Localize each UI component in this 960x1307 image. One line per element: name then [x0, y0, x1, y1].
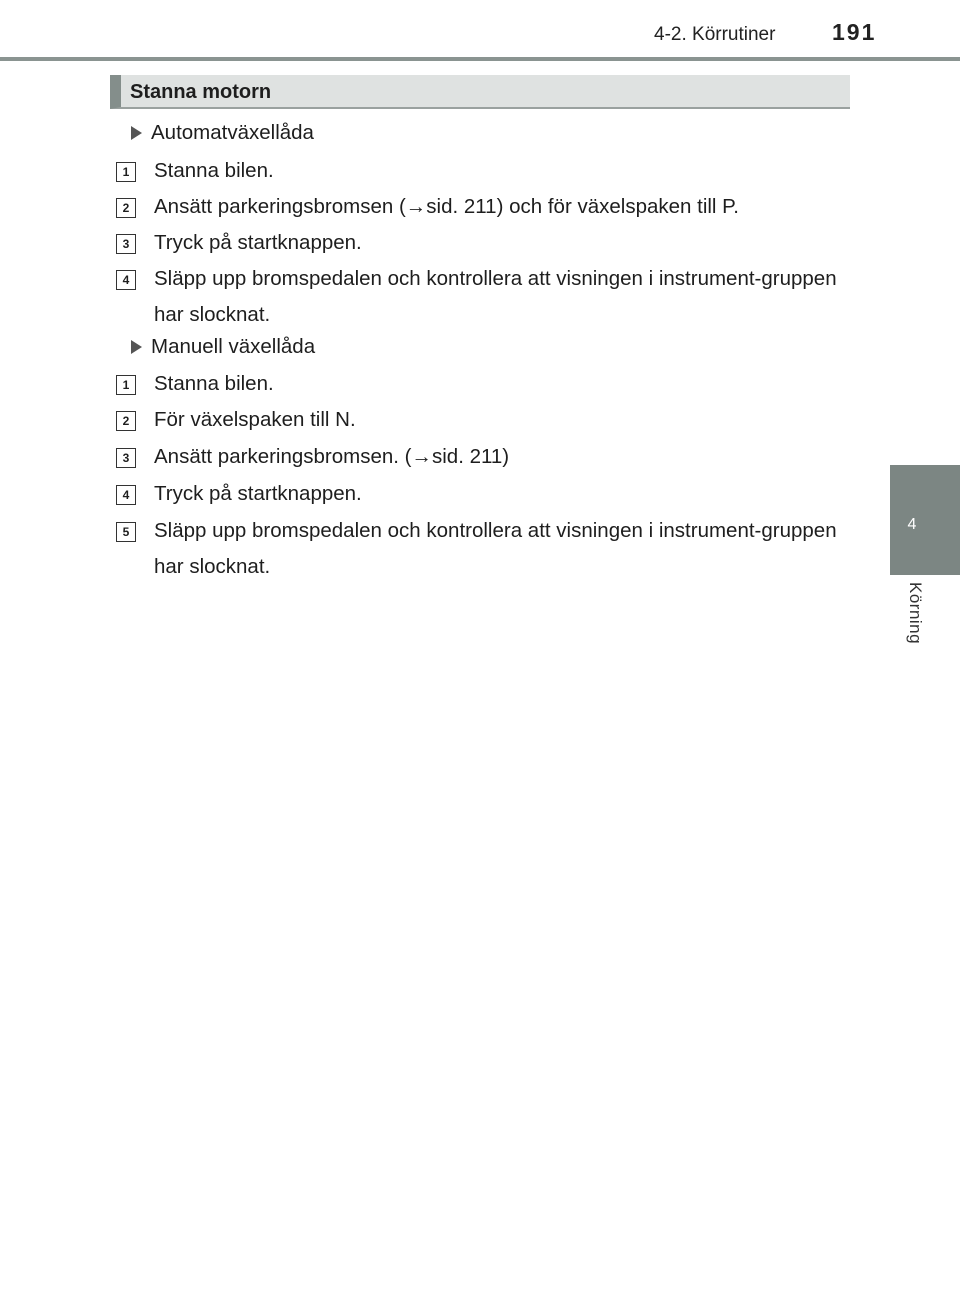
- subsection-manual: [131, 335, 315, 359]
- step-text: Släpp upp bromspedalen och kontrollera att visningen i instrument-gruppen har slocknat.: [154, 267, 837, 326]
- subsection-title: Automatväxellåda: [151, 121, 314, 144]
- section-breadcrumb: 4-2. Körrutiner: [654, 24, 776, 45]
- step-number: 3: [116, 234, 136, 254]
- step-number: 5: [116, 522, 136, 542]
- step-number: 2: [116, 411, 136, 431]
- step-text: Stanna bilen.: [154, 372, 274, 395]
- step-text: Ansätt parkeringsbromsen. (→sid. 211): [154, 445, 510, 468]
- step-text: Tryck på startknappen.: [154, 231, 362, 254]
- step-number: 3: [116, 448, 136, 468]
- step-text: För växelspaken till N.: [154, 408, 356, 431]
- section-title: Stanna motorn: [130, 81, 272, 103]
- step-number: 4: [116, 485, 136, 505]
- page-number: 191: [832, 19, 877, 45]
- header-divider: [0, 57, 960, 61]
- section-header: [110, 75, 850, 109]
- step-text: Släpp upp bromspedalen och kontrollera att visningen i instrument-gruppen har slocknat.: [154, 519, 837, 578]
- step-number: 1: [116, 162, 136, 182]
- step-number: 2: [116, 198, 136, 218]
- subsection-title: Manuell växellåda: [151, 335, 316, 358]
- arrow-bullet-icon: [131, 126, 142, 140]
- chapter-number: 4: [907, 516, 917, 533]
- step-number: 1: [116, 375, 136, 395]
- arrow-bullet-icon: [131, 340, 142, 354]
- step-text: Ansätt parkeringsbromsen (→sid. 211) och för växelspaken till P.: [154, 195, 739, 218]
- step-number: 4: [116, 270, 136, 290]
- step-text: Tryck på startknappen.: [154, 482, 362, 505]
- subsection-automatic: [131, 121, 314, 145]
- chapter-label: Körning: [906, 582, 925, 645]
- step-text: Stanna bilen.: [154, 159, 274, 182]
